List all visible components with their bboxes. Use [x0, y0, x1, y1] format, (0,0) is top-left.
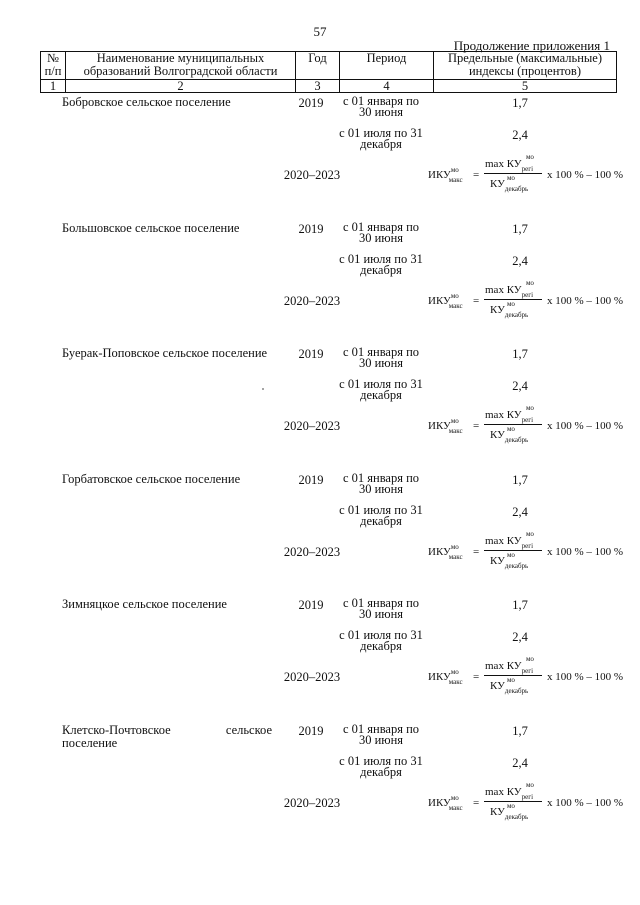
formula-lhs: ИКУ — [428, 420, 451, 432]
municipality-name: Большовское сельское поселение — [62, 221, 240, 235]
period-first-half: с 01 января по 30 июня — [342, 722, 420, 747]
formula-equals: = — [473, 797, 480, 809]
years-range: 2020–2023 — [283, 796, 341, 810]
formula-num-sup: мо — [526, 153, 534, 161]
index-second-half: 2,4 — [512, 505, 528, 519]
formula-numerator: max КУ — [485, 535, 522, 547]
formula-rhs: х 100 % – 100 % — [547, 420, 624, 432]
formula-den-sub: декабрь — [504, 311, 529, 319]
formula-numerator: max КУ — [485, 284, 522, 296]
header-num: 3 — [296, 80, 340, 93]
year-cell: 2019 — [298, 347, 324, 361]
index-second-half: 2,4 — [512, 254, 528, 268]
formula-den-sup: мо — [507, 551, 515, 559]
formula-lhs-sup: мо — [450, 417, 459, 425]
municipality-name: Буерак-Поповское сельское поселение — [62, 346, 268, 360]
formula-num-sup: мо — [526, 781, 534, 789]
formula-lhs-sup: мо — [450, 292, 459, 300]
formula-den-sup: мо — [507, 802, 515, 810]
formula-rhs: х 100 % – 100 % — [547, 169, 624, 181]
formula-denominator: КУ — [490, 429, 505, 441]
formula-rhs: х 100 % – 100 % — [547, 797, 624, 809]
index-formula — [428, 404, 628, 444]
formula-num-sub: рег — [521, 416, 532, 424]
formula-num-sub: рег — [521, 291, 532, 299]
index-first-half: 1,7 — [512, 724, 528, 738]
formula-numerator: max КУ — [485, 786, 522, 798]
header-num: 1 — [41, 80, 66, 93]
index-formula — [428, 655, 628, 695]
scan-speck — [262, 388, 264, 390]
formula-numerator: max КУ — [485, 409, 522, 421]
municipality-name: Зимняцкое сельское поселение — [62, 597, 227, 611]
formula-num-sub-i: i — [531, 667, 534, 675]
formula-num-sub-i: i — [531, 416, 534, 424]
index-formula — [428, 279, 628, 319]
period-first-half: с 01 января по 30 июня — [342, 471, 420, 496]
header-col-index: Предельные (максимальные) индексы (процентов) — [434, 52, 617, 80]
continuation-note: Продолжение приложения 1 — [453, 38, 610, 53]
formula-den-sup: мо — [507, 174, 515, 182]
header-col-number: № п/п — [41, 52, 66, 80]
formula-lhs-sub: макс — [448, 678, 463, 686]
index-formula — [428, 530, 628, 570]
formula-num-sup: мо — [526, 530, 534, 538]
formula-den-sup: мо — [507, 300, 515, 308]
formula-equals: = — [473, 169, 480, 181]
period-second-half: с 01 июля по 31 декабря — [339, 377, 423, 402]
formula-lhs-sup: мо — [450, 166, 459, 174]
formula-denominator: КУ — [490, 555, 505, 567]
formula-rhs: х 100 % – 100 % — [547, 546, 624, 558]
index-first-half: 1,7 — [512, 473, 528, 487]
table-header — [40, 51, 617, 93]
formula-lhs: ИКУ — [428, 546, 451, 558]
header-col-period: Период — [340, 52, 434, 80]
municipality-name: Горбатовское сельское поселение — [62, 472, 241, 486]
formula-den-sub: декабрь — [504, 687, 529, 695]
index-first-half: 1,7 — [512, 347, 528, 361]
formula-denominator: КУ — [490, 680, 505, 692]
years-range: 2020–2023 — [283, 168, 341, 182]
header-num: 5 — [434, 80, 617, 93]
table-row — [40, 722, 624, 844]
index-first-half: 1,7 — [512, 96, 528, 110]
page-number: 57 — [313, 24, 327, 39]
formula-numerator: max КУ — [485, 660, 522, 672]
formula-den-sub: декабрь — [504, 562, 529, 570]
formula-num-sub: рег — [521, 542, 532, 550]
years-range: 2020–2023 — [283, 545, 341, 559]
formula-equals: = — [473, 295, 480, 307]
formula-equals: = — [473, 420, 480, 432]
years-range: 2020–2023 — [283, 670, 341, 684]
formula-equals: = — [473, 546, 480, 558]
index-formula — [428, 781, 628, 821]
header-num: 2 — [66, 80, 296, 93]
formula-den-sub: декабрь — [504, 436, 529, 444]
header-col-year: Год — [296, 52, 340, 80]
formula-lhs: ИКУ — [428, 671, 451, 683]
formula-denominator: КУ — [490, 304, 505, 316]
years-range: 2020–2023 — [283, 294, 341, 308]
period-second-half: с 01 июля по 31 декабря — [339, 503, 423, 528]
period-first-half: с 01 января по 30 июня — [342, 596, 420, 621]
table-row — [40, 596, 624, 718]
period-second-half: с 01 июля по 31 декабря — [339, 754, 423, 779]
period-second-half: с 01 июля по 31 декабря — [339, 126, 423, 151]
index-second-half: 2,4 — [512, 379, 528, 393]
formula-num-sub-i: i — [531, 542, 534, 550]
formula-num-sub: рег — [521, 793, 532, 801]
header-num: 4 — [340, 80, 434, 93]
formula-numerator: max КУ — [485, 158, 522, 170]
formula-lhs: ИКУ — [428, 295, 451, 307]
year-cell: 2019 — [298, 96, 324, 110]
formula-lhs-sub: макс — [448, 427, 463, 435]
table-row — [40, 471, 624, 593]
formula-num-sup: мо — [526, 279, 534, 287]
formula-lhs: ИКУ — [428, 797, 451, 809]
formula-num-sup: мо — [526, 404, 534, 412]
formula-num-sup: мо — [526, 655, 534, 663]
period-second-half: с 01 июля по 31 декабря — [339, 628, 423, 653]
formula-lhs-sup: мо — [450, 543, 459, 551]
formula-num-sub: рег — [521, 165, 532, 173]
header-col-name: Наименование муниципальных образований Волгоградской области — [66, 52, 296, 80]
formula-den-sup: мо — [507, 425, 515, 433]
municipality-name: Бобровское сельское поселение — [62, 95, 231, 109]
formula-num-sub-i: i — [531, 165, 534, 173]
formula-rhs: х 100 % – 100 % — [547, 671, 624, 683]
period-first-half: с 01 января по 30 июня — [342, 220, 420, 245]
index-first-half: 1,7 — [512, 222, 528, 236]
municipality-name: Клетско-Почтовское сельское поселение — [62, 723, 272, 750]
formula-lhs-sub: макс — [448, 302, 463, 310]
formula-den-sub: декабрь — [504, 185, 529, 193]
year-cell: 2019 — [298, 222, 324, 236]
year-cell: 2019 — [298, 598, 324, 612]
formula-denominator: КУ — [490, 178, 505, 190]
formula-lhs-sub: макс — [448, 553, 463, 561]
table-row — [40, 94, 624, 216]
period-second-half: с 01 июля по 31 декабря — [339, 252, 423, 277]
index-first-half: 1,7 — [512, 598, 528, 612]
years-range: 2020–2023 — [283, 419, 341, 433]
year-cell: 2019 — [298, 473, 324, 487]
period-first-half: с 01 января по 30 июня — [342, 94, 420, 119]
formula-den-sub: декабрь — [504, 813, 529, 821]
formula-den-sup: мо — [507, 676, 515, 684]
formula-num-sub-i: i — [531, 793, 534, 801]
formula-lhs-sub: макс — [448, 804, 463, 812]
formula-lhs-sub: макс — [448, 176, 463, 184]
table-row — [40, 345, 624, 467]
index-second-half: 2,4 — [512, 128, 528, 142]
formula-lhs-sup: мо — [450, 668, 459, 676]
formula-lhs: ИКУ — [428, 169, 451, 181]
formula-num-sub-i: i — [531, 291, 534, 299]
formula-lhs-sup: мо — [450, 794, 459, 802]
index-second-half: 2,4 — [512, 756, 528, 770]
formula-num-sub: рег — [521, 667, 532, 675]
index-formula — [428, 153, 628, 193]
formula-equals: = — [473, 671, 480, 683]
formula-rhs: х 100 % – 100 % — [547, 295, 624, 307]
year-cell: 2019 — [298, 724, 324, 738]
period-first-half: с 01 января по 30 июня — [342, 345, 420, 370]
index-second-half: 2,4 — [512, 630, 528, 644]
formula-denominator: КУ — [490, 806, 505, 818]
table-row — [40, 220, 624, 342]
